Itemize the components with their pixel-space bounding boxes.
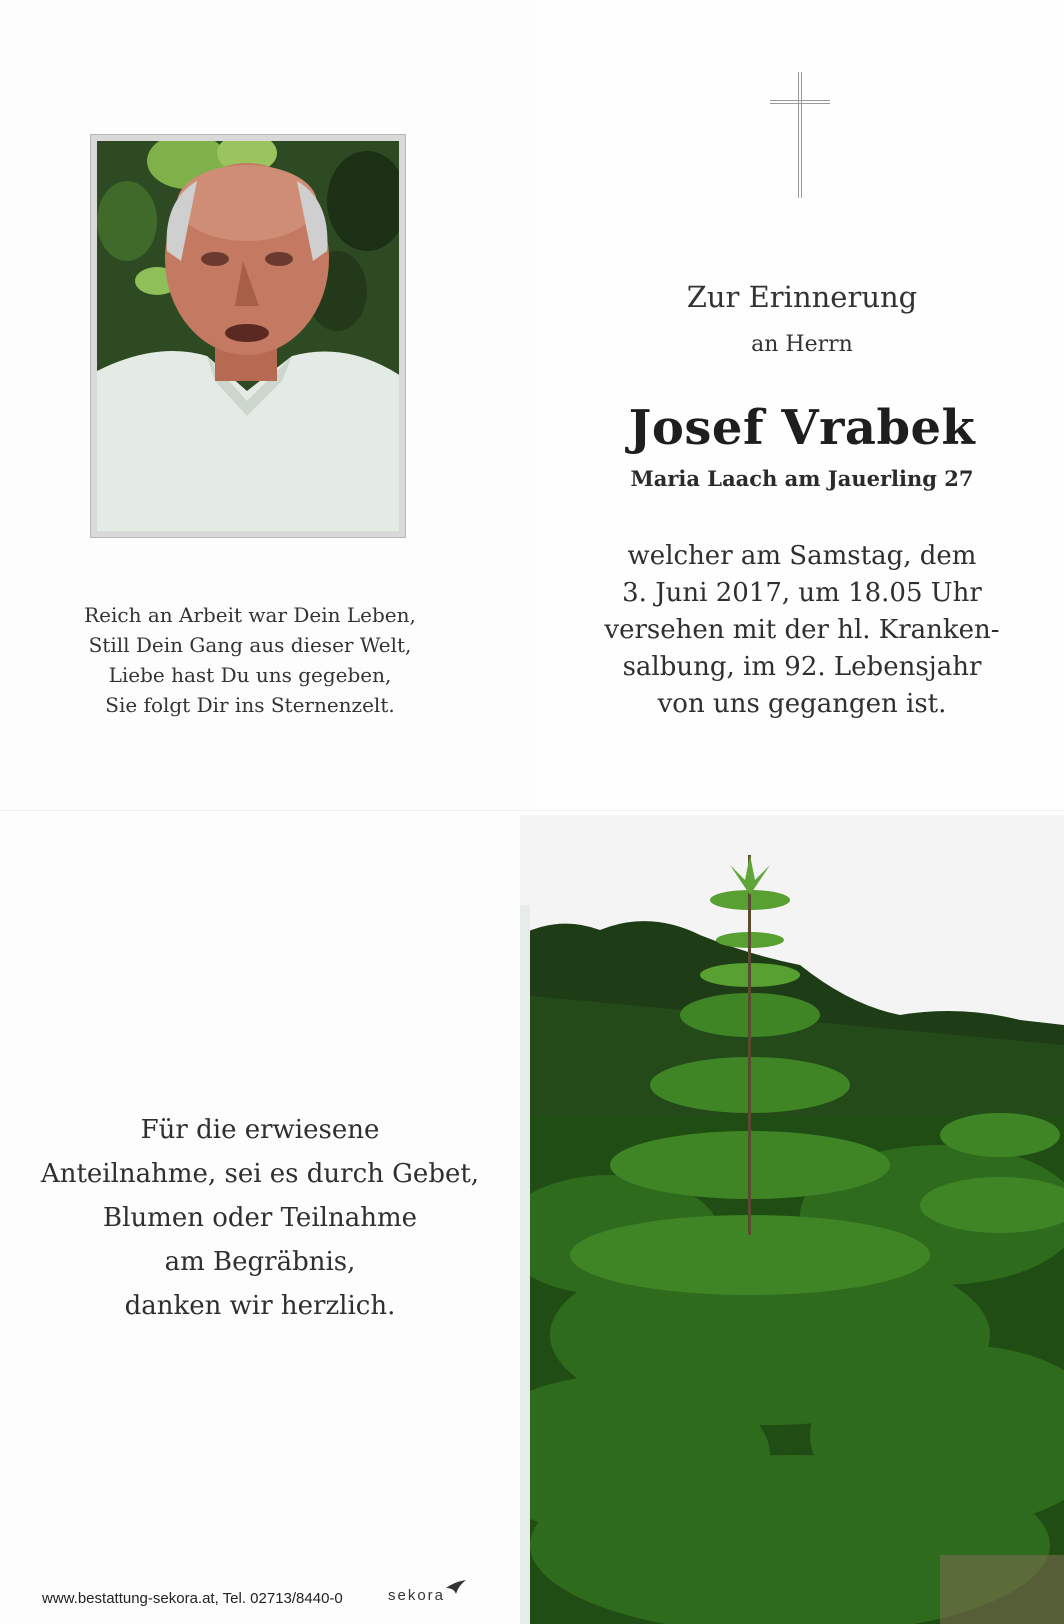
poem-line: Liebe hast Du uns gegeben,	[108, 663, 392, 687]
funeral-home-logo-text: sekora	[388, 1587, 446, 1604]
death-notice-line: welcher am Samstag, dem	[627, 541, 977, 571]
fir-tree-illustration	[520, 815, 1064, 1624]
thanks-line: Blumen oder Teilnahme	[103, 1203, 417, 1233]
remembrance-heading: Zur Erinnerung	[686, 280, 918, 314]
thanks-line: Für die erwiesene	[140, 1115, 380, 1145]
death-notice	[540, 538, 1064, 723]
cross-icon	[770, 72, 830, 198]
poem	[40, 600, 460, 720]
poem-line: Still Dein Gang aus dieser Welt,	[88, 633, 412, 657]
thanks-line: am Begräbnis,	[164, 1247, 356, 1277]
death-notice-line: versehen mit der hl. Kranken-	[604, 615, 1000, 645]
deceased-name: Josef Vrabek	[628, 400, 976, 456]
bird-logo-icon	[446, 1580, 466, 1594]
portrait-photo-frame	[90, 134, 406, 538]
fir-tree-photo	[520, 815, 1064, 1624]
remembrance-subheading: an Herrn	[751, 332, 853, 357]
fold-divider	[0, 810, 1064, 811]
thanks-line: danken wir herzlich.	[124, 1291, 396, 1321]
deceased-address: Maria Laach am Jauerling 27	[630, 466, 974, 491]
thanks-message	[20, 1108, 500, 1328]
poem-line: Reich an Arbeit war Dein Leben,	[84, 603, 416, 627]
thanks-line: Anteilnahme, sei es durch Gebet,	[40, 1159, 480, 1189]
poem-line: Sie folgt Dir ins Sternenzelt.	[105, 693, 395, 717]
footer-contact: www.bestattung-sekora.at, Tel. 02713/8440-0	[42, 1590, 343, 1607]
death-notice-line: salbung, im 92. Lebensjahr	[622, 652, 982, 682]
death-notice-line: 3. Juni 2017, um 18.05 Uhr	[622, 578, 982, 608]
death-notice-line: von uns gegangen ist.	[657, 689, 947, 719]
portrait-photo	[97, 141, 399, 531]
portrait-illustration	[97, 141, 399, 531]
